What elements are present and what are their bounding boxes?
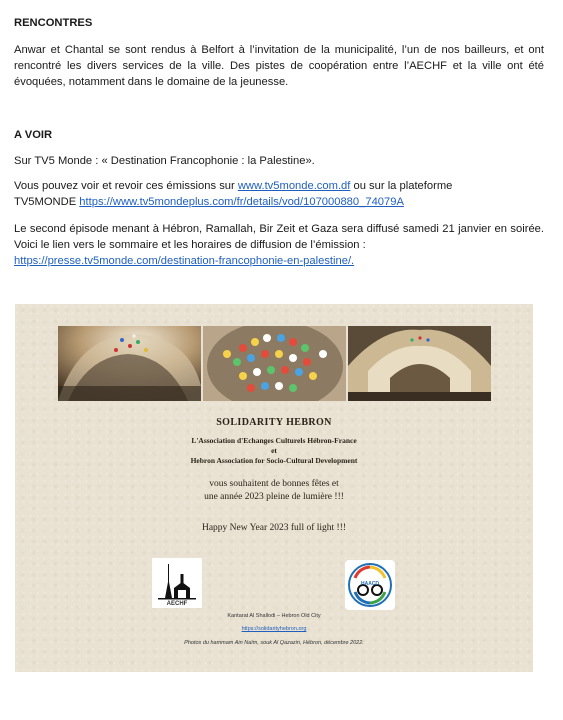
aechf-logo — [152, 558, 202, 608]
text-pre: Vous pouvez voir et revoir ces émissions sur — [14, 180, 238, 192]
episode-paragraph: Le second épisode menant à Hébron, Ramallah, Bir Zeit et Gaza sera diffusé samedi 21 janvier en soirée. Voici le lien vers le sommaire et les horaires de diffusion de l’émission : — [14, 223, 544, 251]
photo-hammam-dome-1 — [58, 326, 201, 401]
aechf-logo-text: AECHF — [166, 601, 188, 607]
tv5-line: Sur TV5 Monde : « Destination Francophonie : la Palestine». — [14, 155, 315, 167]
paragraph-rencontres: Anwar et Chantal se sont rendus à Belfort à l’invitation de la municipalité, l’un de nos bailleurs, et ont rencontré les divers services de la ville. Des pistes de coopération entre l’AECHF et la ville ont été évoquées, notamment dans le domaine de la jeunesse. — [14, 44, 544, 88]
wish-line-2: une année 2023 pleine de lumière !!! — [204, 492, 344, 502]
tv5-links-line — [14, 178, 544, 194]
tv5mondeplus-line — [14, 194, 544, 210]
wish-english: Happy New Year 2023 full of light !!! — [201, 523, 347, 533]
wish-line-1: vous souhaitent de bonnes fêtes et — [209, 479, 339, 489]
link-tv5monde[interactable]: www.tv5monde.com.df — [237, 180, 351, 192]
text-tv5monde-label: TV5MONDE — [14, 196, 80, 208]
address: Kantarat Al Shallodi – Hebron Old City — [227, 613, 321, 619]
greeting-card — [15, 304, 533, 672]
website-wrap — [15, 626, 533, 632]
heading-rencontres: RENCONTRES — [14, 17, 93, 29]
card-title: SOLIDARITY HEBRON — [216, 417, 332, 428]
photo-arched-hall — [348, 326, 491, 401]
org-line-1: L'Association d'Echanges Culturels Hébron-France — [191, 436, 357, 445]
org-line-2: et — [271, 446, 277, 455]
heading-a-voir: A VOIR — [14, 129, 53, 141]
link-tv5mondeplus[interactable]: https://www.tv5mondeplus.com/fr/details/vod/107000880_74079A — [79, 196, 404, 208]
link-presse-tv5monde[interactable]: https://presse.tv5monde.com/destination-francophonie-en-palestine/. — [14, 255, 355, 267]
org-line-3: Hebron Association for Socio-Cultural Development — [190, 456, 358, 465]
haacd-logo-text: HAACD — [360, 581, 380, 587]
haacd-logo — [345, 560, 395, 610]
photo-credit: Photos du hammam Ain Naïm, souk Al Qazazin, Hébron, décembre 2022. — [184, 640, 364, 646]
website-link[interactable]: https://solidarityhebron.org — [241, 626, 307, 632]
press-link-line — [14, 253, 544, 269]
photo-glass-dome — [203, 326, 346, 401]
text-post: ou sur la plateforme — [350, 180, 453, 192]
